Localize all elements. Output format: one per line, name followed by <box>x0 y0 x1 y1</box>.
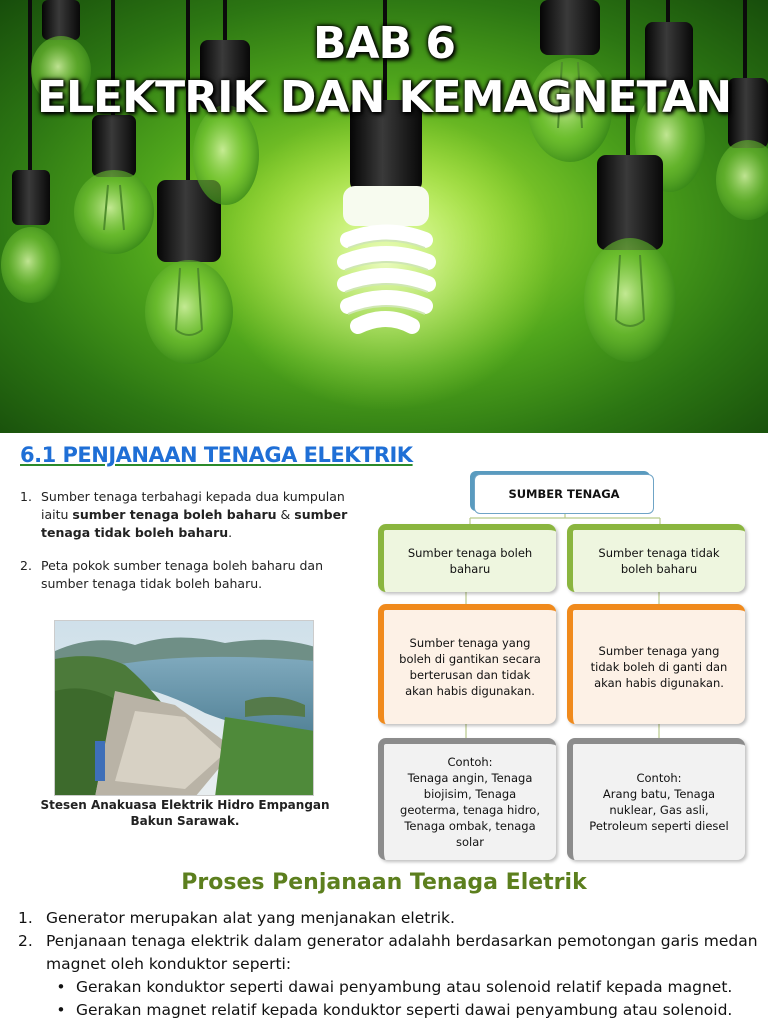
list-number: 2. <box>20 558 32 573</box>
bullet-icon: • <box>56 978 66 996</box>
text-run: . <box>228 525 233 540</box>
text-run: & <box>276 507 295 522</box>
section-title: 6.1 PENJANAAN TENAGA ELEKTRIK <box>20 443 413 467</box>
section-point-list <box>20 488 365 608</box>
bold-term: sumber tenaga tidak boleh baharu <box>41 507 348 540</box>
nonrenewable-examples-node <box>567 738 745 860</box>
list-item <box>18 930 758 953</box>
bullet-item <box>18 976 758 999</box>
banner <box>0 0 768 433</box>
process-title: Proses Penjanaan Tenaga Eletrik <box>181 870 587 895</box>
bullet-item <box>18 999 758 1022</box>
bullet-text: Gerakan konduktor seperti dawai penyambung atau solenoid relatif kepada magnet. <box>76 978 733 996</box>
list-text <box>41 488 365 542</box>
list-text: Penjanaan tenaga elektrik dalam generator adalahh berdasarkan pemotongan garis medan <box>46 932 758 950</box>
list-item <box>18 907 758 930</box>
example-text: Tenaga angin, Tenaga biojisim, Tenaga geoterma, tenaga hidro, Tenaga ombak, tenaga solar <box>400 771 540 849</box>
dam-photo <box>54 620 314 796</box>
list-number: 1. <box>20 489 32 504</box>
nonrenewable-definition-node: Sumber tenaga yang tidak boleh di ganti dan akan habis digunakan. <box>567 604 745 724</box>
chapter-title: ELEKTRIK DAN KEMAGNETAN <box>36 72 732 123</box>
bullet-icon: • <box>56 1001 66 1019</box>
chapter-number: BAB 6 <box>312 18 456 69</box>
bold-term: sumber tenaga boleh baharu <box>72 507 277 522</box>
list-text: Generator merupakan alat yang menjanakan eletrik. <box>46 909 455 927</box>
nonrenewable-heading-node: Sumber tenaga tidak boleh baharu <box>567 524 745 592</box>
text-run: Sumber tenaga terbahagi kepada dua kumpulan iaitu <box>41 489 345 522</box>
photo-caption: Stesen Anakuasa Elektrik Hidro Empangan Bakun Sarawak. <box>40 798 330 828</box>
list-item <box>20 557 365 593</box>
list-number: 1. <box>18 909 33 927</box>
example-label: Contoh: <box>447 755 493 769</box>
tree-root-node: SUMBER TENAGA <box>474 474 654 514</box>
list-item <box>20 488 365 542</box>
process-list <box>18 907 758 1022</box>
renewable-definition-node: Sumber tenaga yang boleh di gantikan secara berterusan dan tidak akan habis digunakan. <box>378 604 556 724</box>
example-text: Arang batu, Tenaga nuklear, Gas asli, Petroleum seperti diesel <box>589 787 729 833</box>
list-text-continued: magnet oleh konduktor seperti: <box>46 955 292 973</box>
list-number: 2. <box>18 932 33 950</box>
example-label: Contoh: <box>636 771 682 785</box>
renewable-examples-node <box>378 738 556 860</box>
list-text: Peta pokok sumber tenaga boleh baharu dan sumber tenaga tidak boleh baharu. <box>41 558 324 591</box>
bullet-text: Gerakan magnet relatif kepada konduktor seperti dawai penyambung atau solenoid. <box>76 1001 733 1019</box>
renewable-heading-node: Sumber tenaga boleh baharu <box>378 524 556 592</box>
